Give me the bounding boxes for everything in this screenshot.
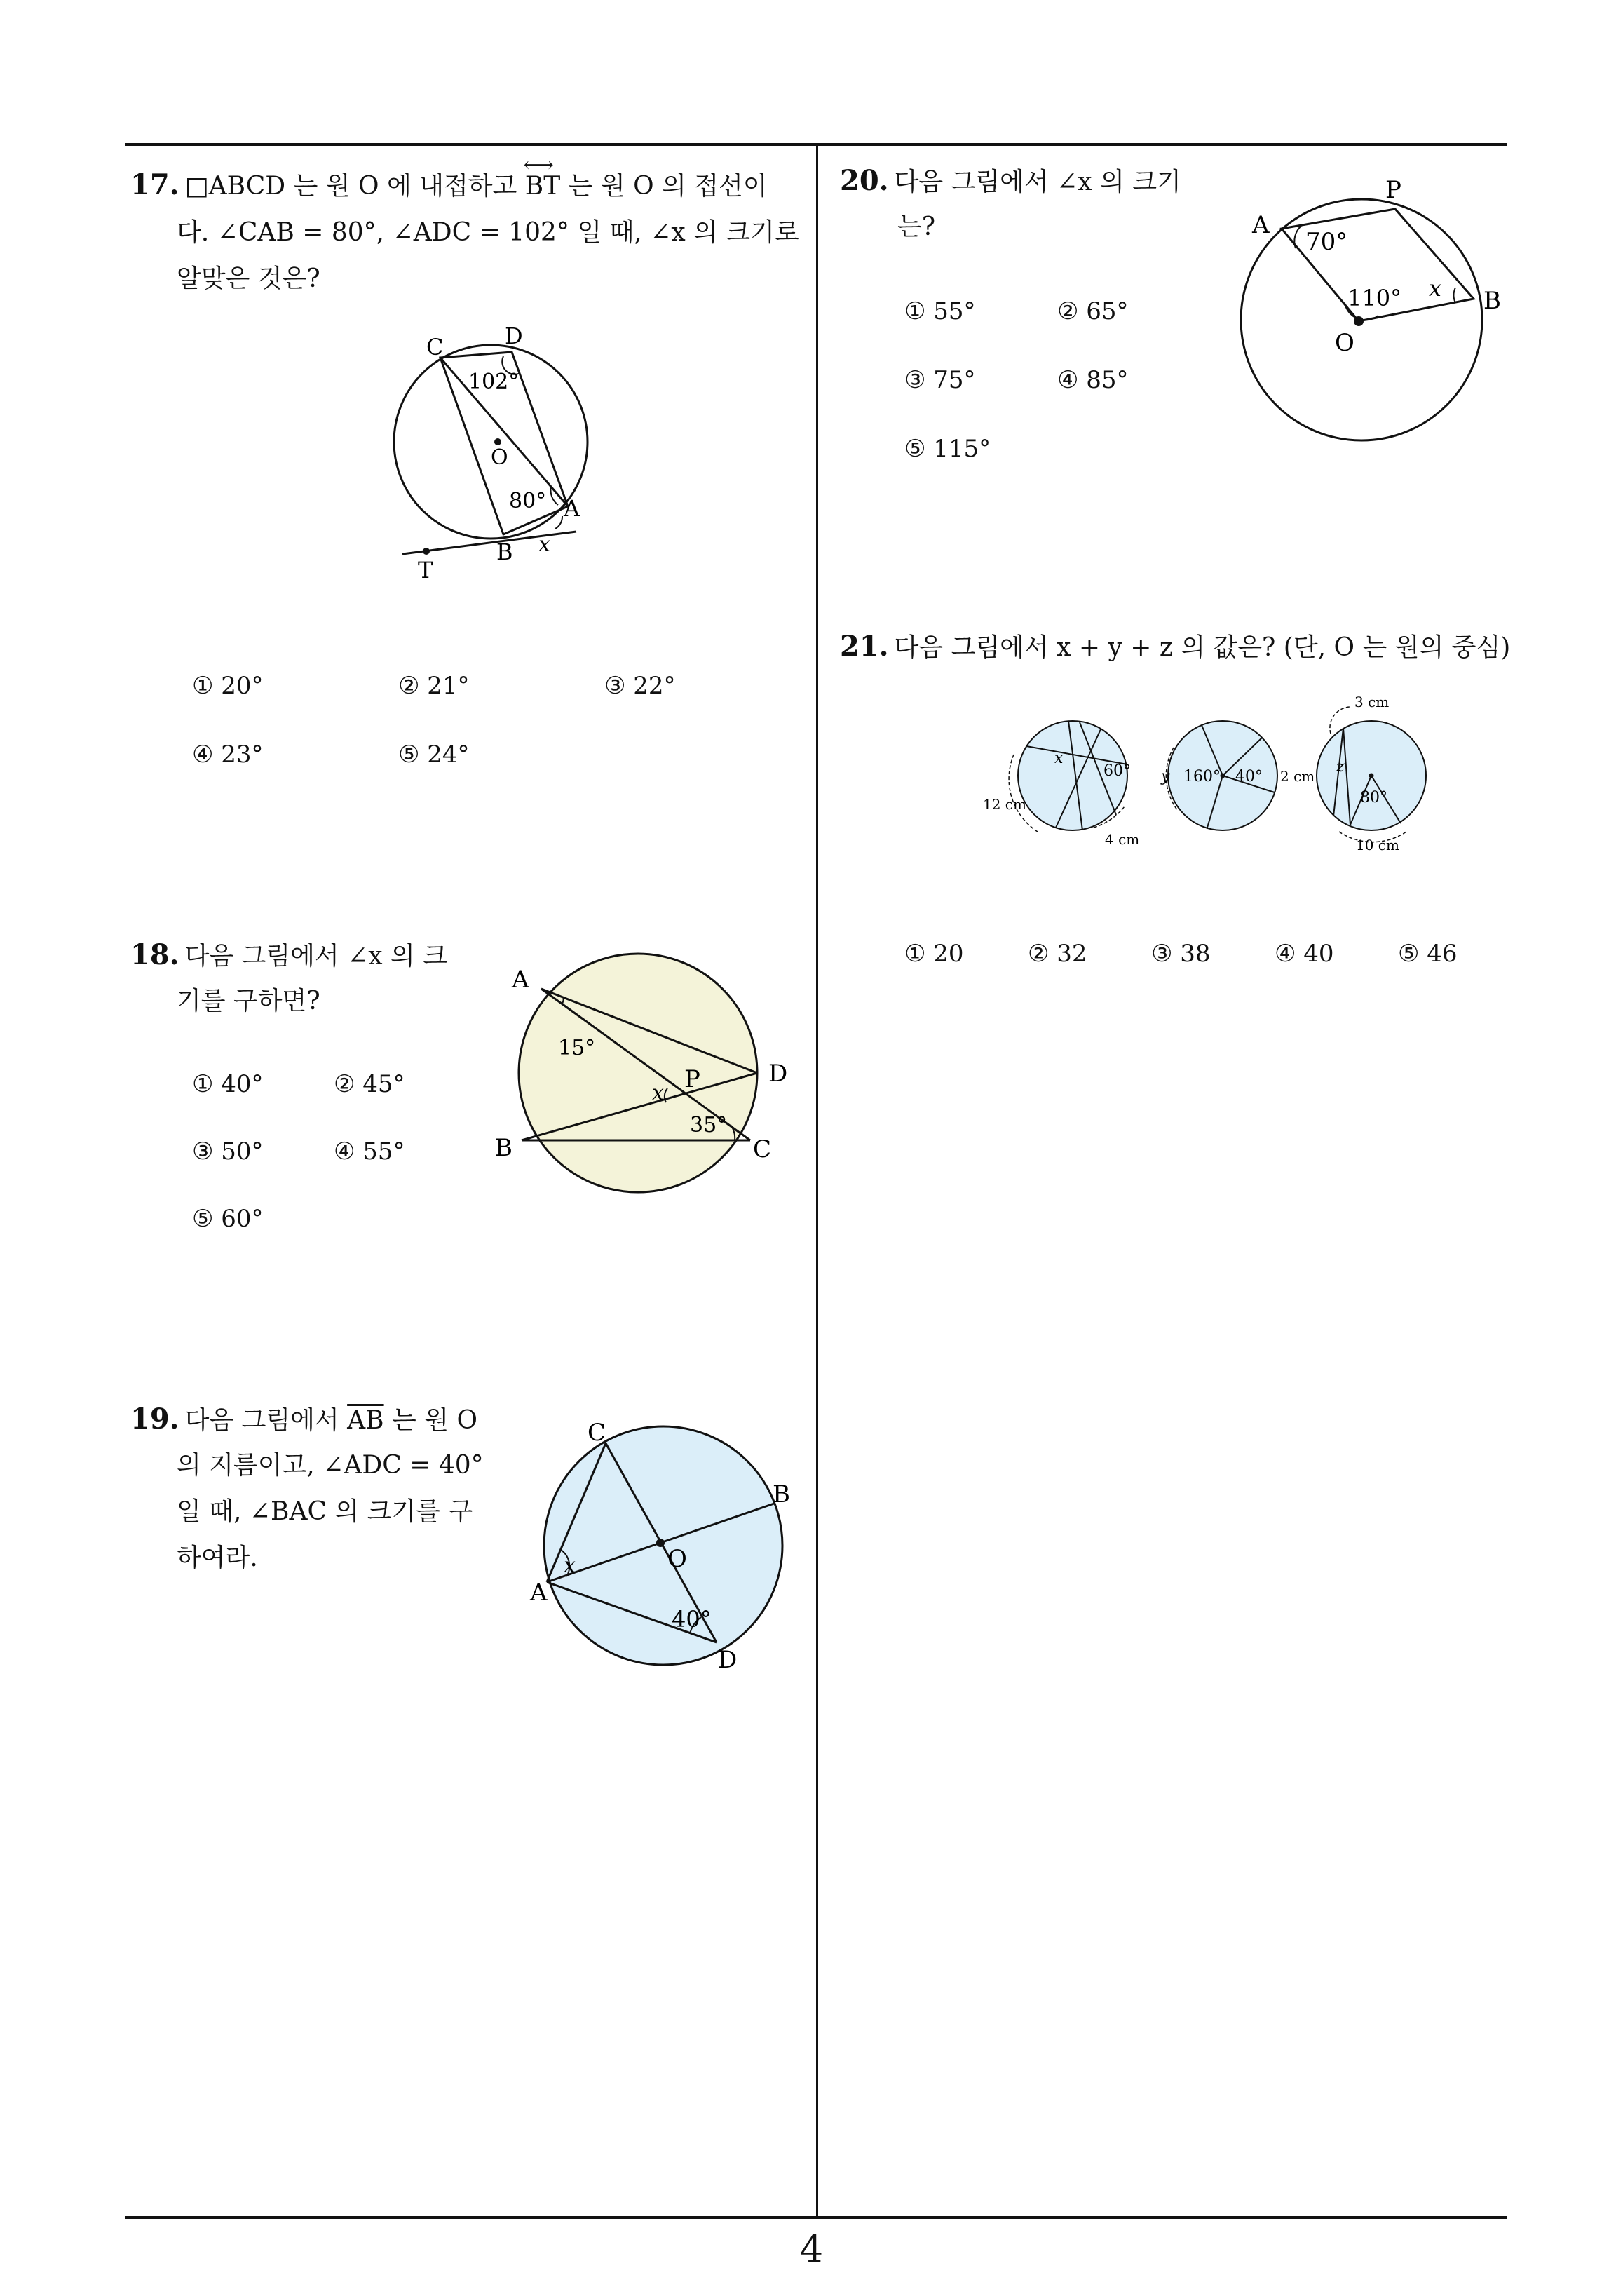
q20-label-70: 70° — [1305, 228, 1348, 256]
q21-number: 21. — [840, 630, 889, 663]
q20-arc-x — [1454, 288, 1455, 303]
q21-c2-label-y: y — [1161, 768, 1170, 785]
q17-line3: 알맞은 것은? — [177, 264, 320, 293]
q17-line1 — [130, 153, 768, 209]
q21-circle-2-group — [1160, 721, 1315, 830]
q21-figure — [967, 687, 1444, 863]
q20-line2: 는? — [897, 212, 936, 241]
q17-center-dot — [494, 438, 501, 445]
q21-c1-label-12: 12 cm — [983, 796, 1026, 813]
q17-number: 17. — [130, 168, 179, 201]
q17-text-b: 는 원 O 의 접선이 — [560, 172, 768, 201]
q17-point-t-dot — [423, 548, 430, 555]
q21-c2-center-dot — [1221, 774, 1225, 778]
q17-label-c: C — [426, 334, 444, 360]
q20-figure — [1241, 175, 1514, 449]
q21-c1-label-60: 60° — [1103, 762, 1131, 780]
q17-label-80: 80° — [509, 489, 547, 513]
q19-line1 — [130, 1397, 477, 1443]
q21-choice-1[interactable]: ① 20 — [904, 940, 964, 968]
q21-line1 — [840, 624, 1510, 670]
q20-choice-5[interactable]: ⑤ 115° — [904, 435, 991, 463]
q19-number: 19. — [130, 1403, 179, 1436]
q17-label-x: x — [538, 532, 550, 557]
q18-label-15: 15° — [558, 1036, 596, 1060]
q20-label-x: x — [1429, 275, 1442, 302]
q21-circle-1-group — [983, 721, 1139, 848]
q20-label-110: 110° — [1347, 285, 1402, 311]
q21-c2-label-40: 40° — [1235, 768, 1263, 785]
q21-c3-label-3: 3 cm — [1354, 694, 1390, 710]
q17-label-b: B — [496, 539, 513, 565]
q18-line1 — [130, 933, 447, 979]
q19-label-o: O — [667, 1545, 687, 1573]
q19-text-b: 는 원 O — [383, 1406, 477, 1435]
q21-c2-label-160: 160° — [1183, 768, 1221, 785]
q18-circle — [519, 954, 757, 1192]
q19-label-c: C — [588, 1419, 606, 1447]
q20-choice-4[interactable]: ④ 85° — [1057, 366, 1129, 394]
line-arrow-icon: ⟷ — [523, 153, 554, 177]
q18-number: 18. — [130, 938, 179, 971]
q17-choice-5[interactable]: ⑤ 24° — [398, 741, 470, 769]
q21-c3-label-80: 80° — [1360, 789, 1387, 806]
q18-choice-2[interactable]: ② 45° — [334, 1070, 405, 1098]
q17-label-a: A — [564, 495, 580, 522]
q18-label-35: 35° — [690, 1113, 728, 1137]
q20-label-a: A — [1252, 211, 1270, 239]
q19-label-40: 40° — [672, 1606, 712, 1633]
q18-label-a: A — [512, 966, 529, 994]
q17-figure — [393, 316, 659, 582]
q17-choice-3[interactable]: ③ 22° — [604, 672, 676, 700]
q20-label-o: O — [1335, 329, 1354, 357]
q19-center-dot — [656, 1539, 665, 1547]
q18-choice-4[interactable]: ④ 55° — [334, 1137, 405, 1166]
q21-c1-label-x: x — [1054, 750, 1064, 767]
q21-text: 다음 그림에서 x + y + z 의 값은? (단, O 는 원의 중심) — [894, 633, 1511, 662]
q19-label-b: B — [773, 1480, 790, 1508]
q19-line2: 의 지름이고, ∠ADC = 40° — [177, 1451, 484, 1480]
q17-bt-line — [523, 153, 561, 209]
q19-text-a: 다음 그림에서 — [184, 1406, 348, 1435]
q19-label-a: A — [530, 1579, 548, 1607]
column-divider — [816, 143, 818, 2217]
q20-number: 20. — [840, 164, 889, 197]
q21-c3-label-10: 10 cm — [1356, 837, 1399, 853]
q19-figure — [526, 1417, 806, 1683]
q17-label-o: O — [491, 445, 508, 470]
q19-label-d: D — [718, 1646, 738, 1674]
q17-line2: 다. ∠CAB = 80°, ∠ADC = 102° 일 때, ∠x 의 크기로 — [177, 218, 799, 247]
q18-label-c: C — [753, 1135, 772, 1163]
q18-label-x: x — [652, 1081, 664, 1105]
q17-choice-2[interactable]: ② 21° — [398, 672, 470, 700]
page-number: 4 — [799, 2229, 824, 2271]
q21-choice-4[interactable]: ④ 40 — [1275, 940, 1334, 968]
q19-ab: $\overline{AB}$ — [347, 1406, 384, 1435]
q18-text: 다음 그림에서 ∠x 의 크 — [184, 942, 448, 971]
q20-line1 — [840, 158, 1181, 205]
q17-label-d: D — [505, 323, 523, 349]
q18-label-b: B — [495, 1134, 512, 1162]
q20-label-b: B — [1483, 287, 1501, 315]
q21-choice-2[interactable]: ② 32 — [1028, 940, 1087, 968]
q17-arc-x — [555, 516, 562, 529]
q18-figure — [491, 961, 813, 1192]
q18-label-p: P — [684, 1065, 700, 1093]
q21-circle-3-group — [1317, 694, 1426, 853]
q20-choice-2[interactable]: ② 65° — [1057, 297, 1129, 325]
q19-line3: 일 때, ∠BAC 의 크기를 구 — [177, 1497, 473, 1526]
q17-choice-1[interactable]: ① 20° — [192, 672, 264, 700]
q21-choice-3[interactable]: ③ 38 — [1151, 940, 1211, 968]
q20-choice-1[interactable]: ① 55° — [904, 297, 976, 325]
q18-choice-3[interactable]: ③ 50° — [192, 1137, 264, 1166]
q17-text-a: □ABCD 는 원 O 에 내접하고 — [184, 172, 525, 201]
q17-choice-4[interactable]: ④ 23° — [192, 741, 264, 769]
q21-c3-center-dot — [1369, 774, 1374, 778]
q17-bt: BT — [524, 172, 561, 201]
q18-line2: 기를 구하면? — [177, 987, 320, 1015]
q17-label-102: 102° — [468, 370, 520, 394]
bottom-rule — [125, 2216, 1507, 2219]
q21-choice-5[interactable]: ⑤ 46 — [1398, 940, 1458, 968]
q21-c3-label-z: z — [1336, 758, 1345, 776]
q18-choice-1[interactable]: ① 40° — [192, 1070, 264, 1098]
q20-label-p: P — [1385, 176, 1401, 204]
q19-label-x: x — [564, 1553, 576, 1578]
q20-text: 다음 그림에서 ∠x 의 크기 — [894, 168, 1181, 196]
q19-line4: 하여라. — [177, 1544, 258, 1572]
q18-choice-5[interactable]: ⑤ 60° — [192, 1205, 264, 1233]
q20-choice-3[interactable]: ③ 75° — [904, 366, 976, 394]
q21-c2-label-2: 2 cm — [1280, 768, 1315, 785]
q21-c1-label-4: 4 cm — [1105, 831, 1140, 848]
q18-label-d: D — [768, 1060, 788, 1088]
q17-label-t: T — [418, 557, 433, 583]
